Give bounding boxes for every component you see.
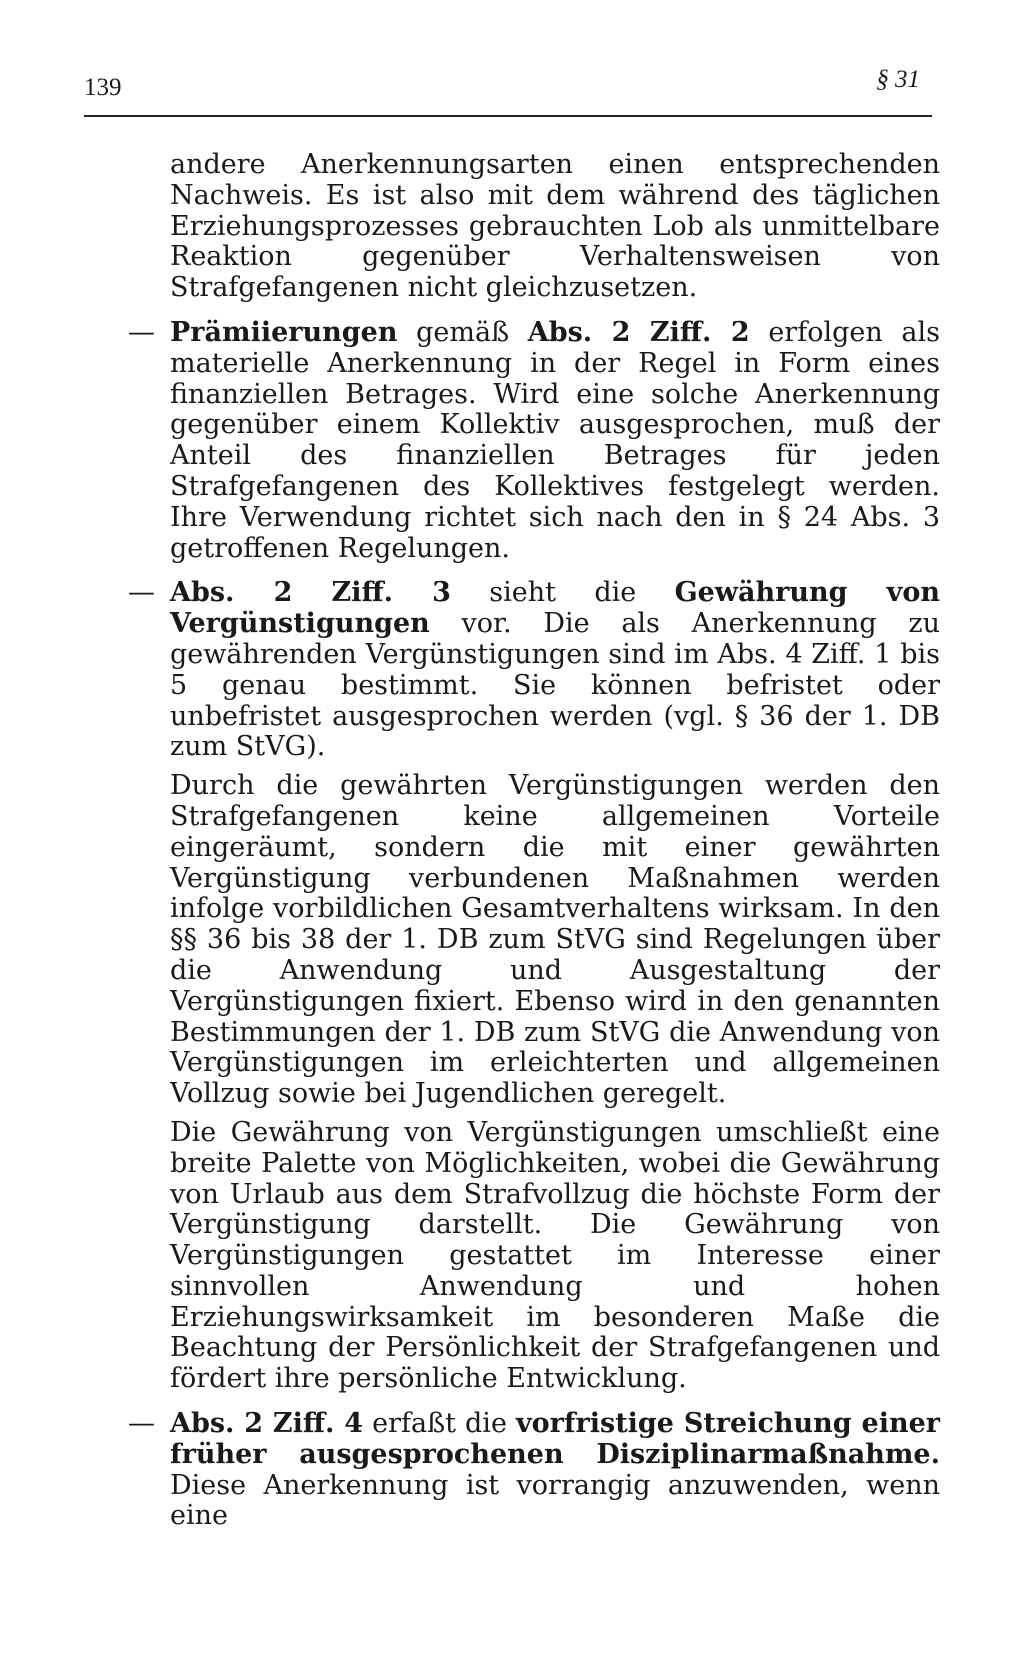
dash-bullet: —: [128, 577, 155, 609]
list-item-paragraph: Durch die gewährten Vergünstigungen werden den Strafgefangenen keine allgemeinen Vorteile eingeräumt, sondern die mit einer gewährten Vergünstigung verbundenen Maßnahmen werden infolge vorbildlichen Gesamtverhaltens wirksam. In den §§ 36 bis 38 der 1. DB zum StVG sind Regelungen über die Anwendung und Ausgestaltung der Vergünstigungen fixiert. Ebenso wird in den genannten Bestimmungen der 1. DB zum StVG die Anwendung von Vergünstigungen im erleichterten und allgemeinen Vollzug sowie bei Jugendlichen geregelt.: [170, 770, 940, 1110]
list-item-text: Prämiierungen gemäß Abs. 2 Ziff. 2 erfolgen als materielle Anerkennung in der Regel in Form eines finanziellen Betrages. Wird eine solche Anerkennung gegenüber einem Kollektiv ausgesprochen, muß der Anteil des finanziellen Betrages für jeden Strafgefangenen des Kollektives festgelegt werden. Ihre Verwendung richtet sich nach den in § 24 Abs. 3 getroffenen Regelungen.: [170, 316, 940, 564]
reference-bold: Abs. 2 Ziff. 3: [170, 577, 451, 609]
page-header: [84, 66, 932, 106]
header-rule: [84, 115, 932, 117]
term-bold: Prämiierungen: [170, 316, 398, 348]
page-number: 139: [84, 74, 122, 101]
term-bold: vorfristige Streichung einer früher ausgesprochenen Disziplinarmaßnahme.: [170, 1408, 940, 1470]
list-item-text: Abs. 2 Ziff. 3 sieht die Gewährung von Vergünstigungen vor. Die als Anerkennung zu gewährenden Vergünstigungen sind im Abs. 4 Ziff. 1 bis 5 genau bestimmt. Sie können befristet oder unbefristet ausgesprochen werden (vgl. § 36 der 1. DB zum StVG).: [170, 577, 941, 763]
section-reference: § 31: [876, 66, 920, 93]
body-text: [128, 149, 941, 1532]
list-item-praemiierungen: [128, 316, 940, 564]
list-item-streichung: [128, 1408, 940, 1532]
list-item-paragraph: Die Gewährung von Vergünstigungen umschließt eine breite Palette von Möglichkeiten, wobei die Gewährung von Urlaub aus dem Strafvollzug die höchste Form der Vergünstigung darstellt. Die Gewährung von Vergünstigungen gestattet im Interesse einer sinnvollen Anwendung und hohen Erziehungswirksamkeit im besonderen Maße die Beachtung der Persönlichkeit der Strafgefangenen und fördert ihre persönliche Entwicklung.: [170, 1116, 940, 1395]
list-item-text: Abs. 2 Ziff. 4 erfaßt die vorfristige Streichung einer früher ausgesprochenen Disziplinarmaßnahme. Diese Anerkennung ist vorrangig anzuwenden, wenn eine: [170, 1408, 940, 1532]
term-bold: Gewährung von Vergünstigungen: [170, 577, 941, 640]
list-item-verguenstigungen: [128, 577, 941, 1395]
reference-bold: Abs. 2 Ziff. 2: [527, 316, 750, 348]
intro-paragraph: andere Anerkennungsarten einen entsprechenden Nachweis. Es ist also mit dem während des täglichen Erziehungsprozesses gebrauchten Lob als unmittelbare Reaktion gegenüber Verhaltensweisen von Strafgefangenen nicht gleichzusetzen.: [170, 149, 940, 304]
dash-bullet: —: [128, 1408, 155, 1440]
dash-bullet: —: [128, 316, 155, 348]
reference-bold: Abs. 2 Ziff. 4: [170, 1408, 364, 1440]
